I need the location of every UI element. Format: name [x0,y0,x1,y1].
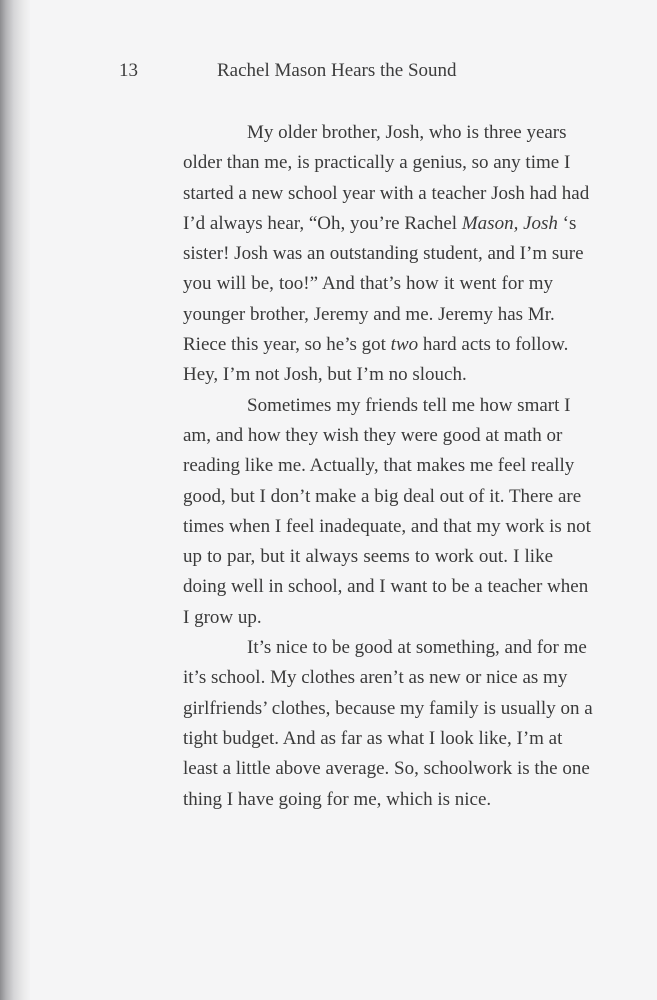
text-line: you will be, too!” And that’s how it went for my [183,273,553,295]
body-text [119,118,593,815]
text-line: tight budget. And as far as what I look like, I’m at [183,727,563,749]
italic-run: two [390,334,419,356]
book-gutter-shadow [0,0,30,1000]
paragraph-2 [119,391,591,633]
text-line: am, and how they wish they were good at math or [183,424,563,446]
page-number: 13 [119,60,138,81]
text-line: up to par, but it always seems to work out. I like [183,546,553,568]
text-run: Riece this year, so he’s got [183,334,391,356]
text-line: I grow up. [183,606,262,628]
text-line: It’s nice to be good at something, and for me [247,637,587,659]
text-run: I’d always hear, “Oh, you’re Rachel [183,212,462,234]
text-line: My older brother, Josh, who is three years [247,122,567,143]
text-line: Sometimes my friends tell me how smart I [247,394,571,416]
text-line: Hey, I’m not Josh, but I’m no slouch. [183,364,467,386]
text-line [119,209,577,239]
text-run: hard acts to follow. [418,334,569,356]
text-line: times when I feel inadequate, and that my work is not [183,515,591,537]
text-line: started a new school year with a teacher Josh had had [183,182,590,204]
text-line: girlfriends’ clothes, because my family is usually on a [183,697,593,719]
text-line: younger brother, Jeremy and me. Jeremy has Mr. [183,303,555,325]
text-line: good, but I don’t make a big deal out of it. There are [183,485,582,507]
paragraph-3 [119,633,593,815]
text-line: it’s school. My clothes aren’t as new or nice as my [183,667,568,689]
paragraph-1 [119,118,590,391]
text-line: least a little above average. So, schoolwork is the one [183,758,590,780]
text-run: ‘s [557,212,577,234]
text-line: reading like me. Actually, that makes me feel really [183,455,575,477]
text-line: doing well in school, and I want to be a teacher when [183,576,589,598]
page-header [119,60,559,90]
text-line: sister! Josh was an outstanding student, and I’m sure [183,243,584,265]
text-line [119,330,569,360]
text-line: thing I have going for me, which is nice. [183,788,492,810]
text-line: older than me, is practically a genius, so any time I [183,152,571,174]
running-title: Rachel Mason Hears the Sound [217,60,457,81]
italic-run: Mason, Josh [461,212,558,234]
